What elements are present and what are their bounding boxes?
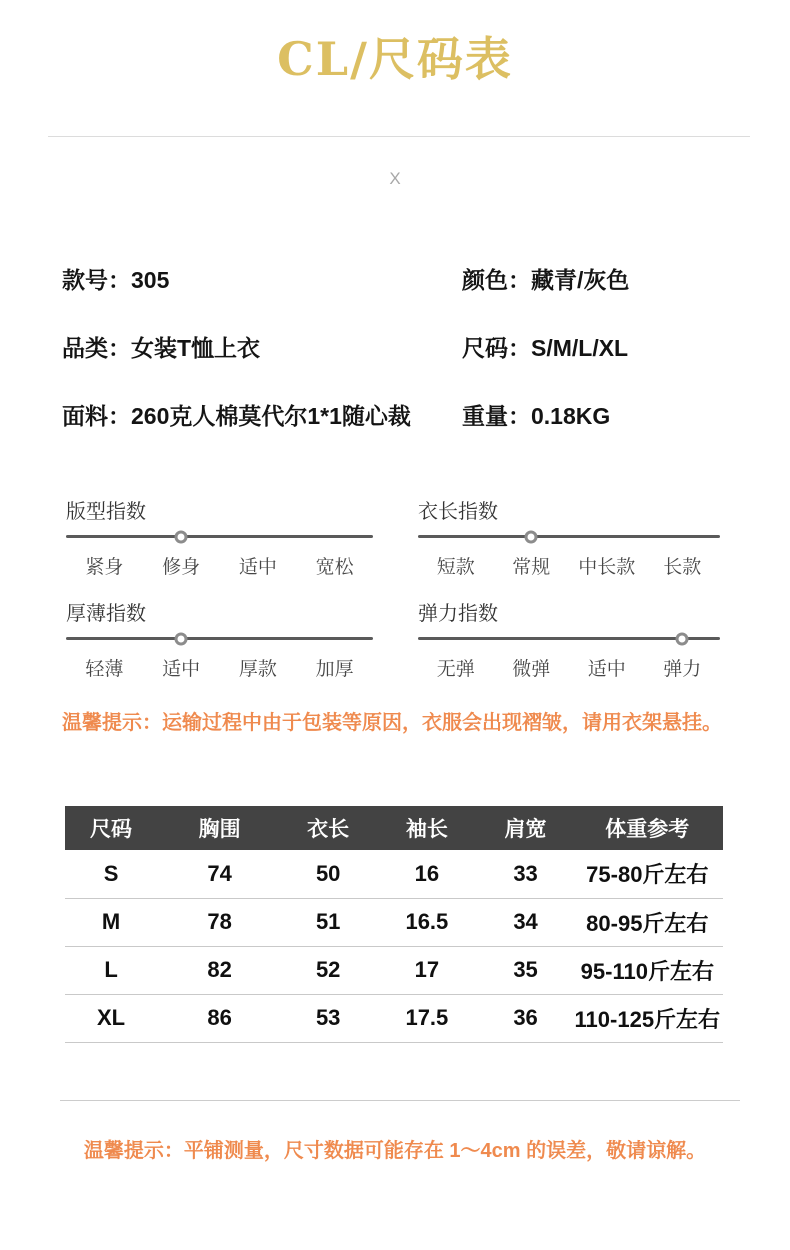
table-cell: 50 bbox=[282, 850, 374, 898]
slider-knob-icon bbox=[676, 633, 689, 646]
index-option: 弹力 bbox=[663, 659, 702, 680]
info-item bbox=[62, 401, 462, 432]
table-cell: 52 bbox=[282, 946, 374, 994]
size-table-header-cell: 尺码 bbox=[65, 806, 157, 850]
size-table-header-cell: 体重参考 bbox=[572, 806, 723, 850]
index-slider bbox=[418, 629, 720, 647]
size-table-header-cell: 肩宽 bbox=[480, 806, 572, 850]
table-cell: 53 bbox=[282, 994, 374, 1042]
index-option: 中长款 bbox=[578, 557, 636, 578]
index-block bbox=[418, 499, 720, 579]
slider-track bbox=[66, 535, 373, 538]
info-label: 颜色： bbox=[462, 267, 531, 293]
shipping-wrinkle-tip: 温馨提示：运输过程中由于包装等原因，衣服会出现褶皱，请用衣架悬挂。 bbox=[62, 712, 722, 734]
info-item bbox=[462, 333, 790, 364]
index-name: 版型指数 bbox=[66, 501, 146, 523]
info-item bbox=[62, 333, 462, 364]
slider-track bbox=[66, 637, 373, 640]
table-cell: 82 bbox=[157, 946, 282, 994]
index-options bbox=[66, 552, 373, 579]
info-label: 重量： bbox=[462, 403, 531, 429]
table-cell: 74 bbox=[157, 850, 282, 898]
table-cell: L bbox=[65, 946, 157, 994]
info-value: 女装T恤上衣 bbox=[131, 335, 261, 361]
index-name: 衣长指数 bbox=[418, 501, 498, 523]
size-table-body bbox=[65, 850, 723, 1042]
table-cell: 78 bbox=[157, 898, 282, 946]
info-label: 款号： bbox=[62, 267, 131, 293]
index-option: 无弹 bbox=[436, 659, 475, 680]
info-value: 0.18KG bbox=[531, 403, 611, 429]
index-option: 厚款 bbox=[238, 659, 277, 680]
index-option: 紧身 bbox=[85, 557, 124, 578]
broken-image-placeholder-icon: X bbox=[389, 169, 401, 188]
table-cell: 17 bbox=[374, 946, 479, 994]
info-item bbox=[462, 401, 790, 432]
page-title: CL/尺码表 bbox=[277, 32, 513, 86]
index-options bbox=[66, 654, 373, 681]
index-slider bbox=[418, 527, 720, 545]
slider-knob-icon bbox=[175, 531, 188, 544]
size-table-header-cell: 袖长 bbox=[374, 806, 479, 850]
table-cell: 34 bbox=[480, 898, 572, 946]
index-option: 适中 bbox=[238, 557, 277, 578]
table-cell: 35 bbox=[480, 946, 572, 994]
index-option: 长款 bbox=[663, 557, 702, 578]
size-table-header-cell: 衣长 bbox=[282, 806, 374, 850]
top-divider bbox=[48, 136, 750, 137]
slider-track bbox=[418, 535, 720, 538]
table-cell: 33 bbox=[480, 850, 572, 898]
size-table-head bbox=[65, 806, 723, 850]
index-name: 厚薄指数 bbox=[66, 603, 146, 625]
index-option: 短款 bbox=[436, 557, 475, 578]
size-chart-sheet bbox=[0, 30, 790, 1164]
table-row bbox=[65, 898, 723, 946]
info-value: 藏青/灰色 bbox=[531, 267, 630, 293]
index-block bbox=[66, 601, 373, 681]
table-cell: 110-125斤左右 bbox=[572, 994, 723, 1042]
table-cell: 36 bbox=[480, 994, 572, 1042]
index-options bbox=[418, 552, 720, 579]
table-cell: 16.5 bbox=[374, 898, 479, 946]
table-cell: 80-95斤左右 bbox=[572, 898, 723, 946]
table-cell: 86 bbox=[157, 994, 282, 1042]
table-row bbox=[65, 850, 723, 898]
info-value: 305 bbox=[131, 267, 170, 293]
info-item bbox=[62, 265, 462, 296]
index-option: 适中 bbox=[587, 659, 626, 680]
info-label: 面料： bbox=[62, 403, 131, 429]
measurement-tolerance-tip: 温馨提示：平铺测量，尺寸数据可能存在 1～4cm 的误差，敬请谅解。 bbox=[83, 1139, 707, 1162]
table-cell: 16 bbox=[374, 850, 479, 898]
slider-track bbox=[418, 637, 720, 640]
info-value: 260克人棉莫代尔1*1随心裁 bbox=[131, 403, 411, 429]
info-value: S/M/L/XL bbox=[531, 335, 629, 361]
table-row bbox=[65, 994, 723, 1042]
index-slider bbox=[66, 629, 373, 647]
fit-indices bbox=[0, 499, 790, 681]
index-options bbox=[418, 654, 720, 681]
index-option: 修身 bbox=[162, 557, 201, 578]
slider-knob-icon bbox=[175, 633, 188, 646]
slider-knob-icon bbox=[525, 531, 538, 544]
product-info bbox=[0, 265, 790, 432]
info-label: 尺码： bbox=[462, 335, 531, 361]
index-block bbox=[418, 601, 720, 681]
size-table bbox=[65, 806, 723, 1043]
index-option: 常规 bbox=[512, 557, 551, 578]
table-cell: XL bbox=[65, 994, 157, 1042]
index-option: 加厚 bbox=[315, 659, 354, 680]
index-option: 微弹 bbox=[512, 659, 551, 680]
table-cell: M bbox=[65, 898, 157, 946]
bottom-divider bbox=[60, 1100, 740, 1101]
size-table-header-cell: 胸围 bbox=[157, 806, 282, 850]
table-cell: 51 bbox=[282, 898, 374, 946]
table-cell: 17.5 bbox=[374, 994, 479, 1042]
index-option: 宽松 bbox=[315, 557, 354, 578]
index-option: 适中 bbox=[162, 659, 201, 680]
size-table-header-row bbox=[65, 806, 723, 850]
index-slider bbox=[66, 527, 373, 545]
info-label: 品类： bbox=[62, 335, 131, 361]
table-row bbox=[65, 946, 723, 994]
info-item bbox=[462, 265, 790, 296]
index-block bbox=[66, 499, 373, 579]
table-cell: S bbox=[65, 850, 157, 898]
table-cell: 95-110斤左右 bbox=[572, 946, 723, 994]
index-name: 弹力指数 bbox=[418, 603, 498, 625]
index-option: 轻薄 bbox=[85, 659, 124, 680]
table-cell: 75-80斤左右 bbox=[572, 850, 723, 898]
